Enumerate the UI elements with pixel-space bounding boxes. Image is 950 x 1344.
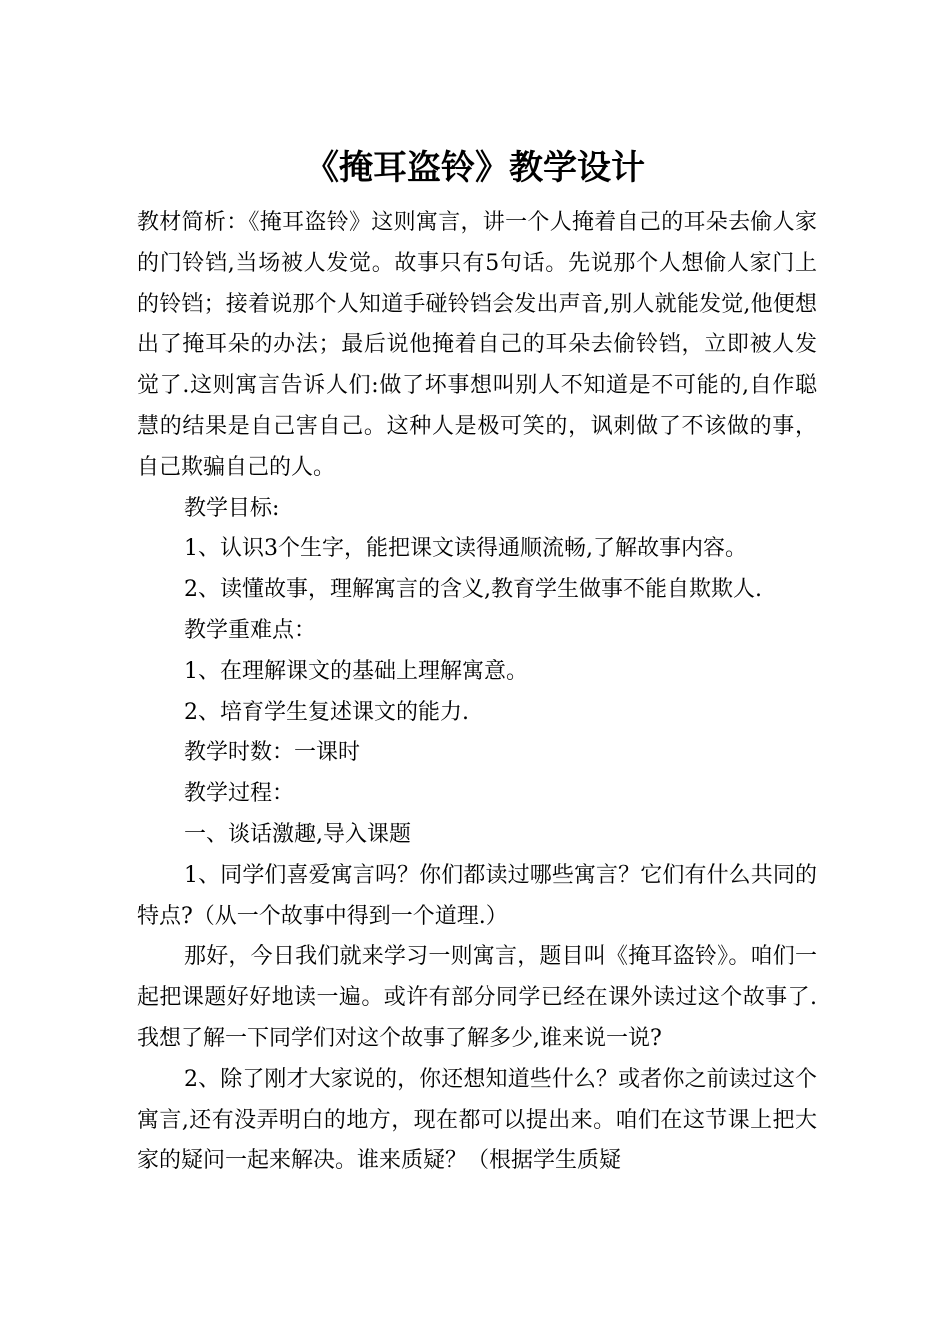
document-body (137, 203, 817, 1182)
paragraph-class-hours: 教学时数：一课时 (184, 740, 361, 766)
paragraph-section-1: 一、谈话激趣,导入课题 (184, 821, 411, 847)
paragraph-objective-1: 1、认识3个生字，能把课文读得通顺流畅,了解故事内容。 (184, 536, 747, 562)
paragraph-key-point-2: 2、培育学生复述课文的能力. (184, 699, 469, 725)
paragraph-step-2: 2、除了刚才大家说的，你还想知道些什么？或者你之前读过这个寓言,还有没弄明白的地方，现在都可以提出来。咱们在这节课上把大家的疑问一起来解决。谁来质疑？（根据学生质疑 (137, 1066, 817, 1174)
paragraph-key-point-1: 1、在理解课文的基础上理解寓意。 (184, 658, 528, 684)
paragraph-textbook-analysis: 教材简析：《掩耳盗铃》这则寓言，讲一个人掩着自己的耳朵去偷人家的门铃铛,当场被人发觉。故事只有5句话。先说那个人想偷人家门上的铃铛；接着说那个人知道手碰铃铛会发出声音,别人就能发觉,他便想出了掩耳朵的办法；最后说他掩着自己的耳朵去偷铃铛，立即被人发觉了.这则寓言告诉人们:做了坏事想叫别人不知道是不可能的,自作聪慧的结果是自己害自己。这种人是极可笑的，讽刺做了不该做的事，自己欺骗自己的人。 (137, 210, 817, 480)
paragraph-step-1-followup: 那好，今日我们就来学习一则寓言，题目叫《掩耳盗铃》。咱们一起把课题好好地读一遍。或许有部分同学已经在课外读过这个故事了.我想了解一下同学们对这个故事了解多少,谁来说一说? (137, 944, 817, 1051)
paragraph-heading-key-points: 教学重难点： (184, 617, 317, 643)
paragraph-heading-objectives: 教学目标: (184, 495, 280, 521)
document-title: 《掩耳盗铃》教学设计 (305, 148, 645, 188)
paragraph-heading-process: 教学过程： (184, 781, 295, 807)
paragraph-step-1: 1、同学们喜爱寓言吗？你们都读过哪些寓言？它们有什么共同的特点?（从一个故事中得到一个道理.） (137, 862, 817, 929)
paragraph-objective-2: 2、读懂故事，理解寓言的含义,教育学生做事不能自欺欺人. (184, 577, 762, 603)
